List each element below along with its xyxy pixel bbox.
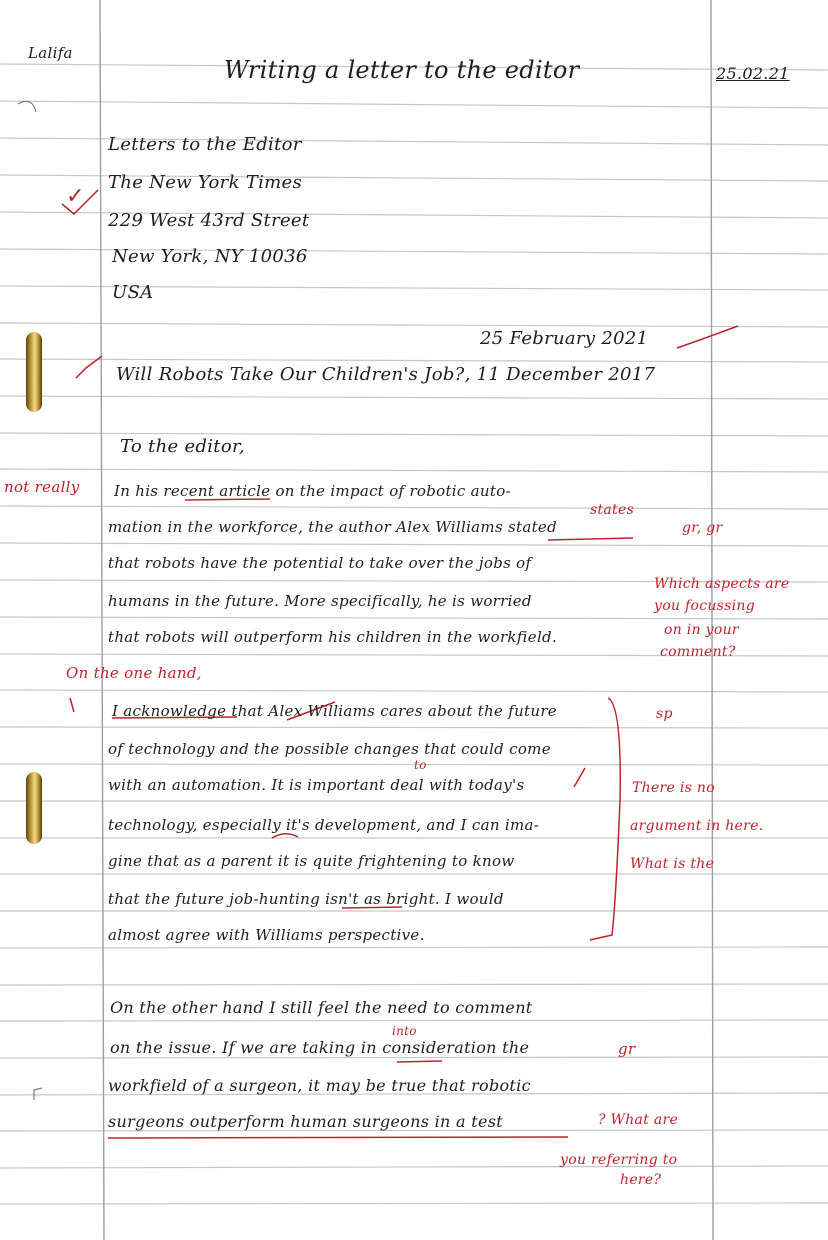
paragraph-1-line-1: In his recent article on the impact of robotic auto-	[114, 482, 511, 500]
correction-aspects-line-2: you focussing	[654, 598, 755, 614]
student-name: Lalifa	[28, 44, 73, 62]
correction-to: to	[414, 758, 427, 772]
address-line-1: Letters to the Editor	[108, 134, 302, 155]
letter-date: 25 February 2021	[480, 328, 649, 349]
correction-referring-line-2: you referring to	[560, 1152, 678, 1168]
correction-no-argument-line-3: What is the	[630, 856, 715, 872]
address-line-4: New York, NY 10036	[112, 246, 308, 267]
paragraph-2-line-3: with an automation. It is important deal with today's	[108, 776, 525, 794]
paragraph-2-line-1: I acknowledge that Alex Williams cares about the future	[112, 702, 557, 720]
correction-no-argument-line-1: There is no	[632, 780, 715, 796]
correction-aspects-line-3: on in your	[664, 622, 739, 638]
correction-sp: sp	[656, 706, 673, 722]
address-line-5: USA	[112, 282, 154, 303]
correction-into: into	[392, 1024, 417, 1038]
correction-gr-gr: gr, gr	[682, 520, 723, 536]
correction-gr: gr	[618, 1040, 636, 1058]
correction-referring-line-1: ? What are	[598, 1112, 679, 1128]
paragraph-1-line-4: humans in the future. More specifically, he is worried	[108, 592, 532, 610]
paragraph-2-line-2: of technology and the possible changes that could come	[108, 740, 551, 758]
correction-aspects-line-4: comment?	[660, 644, 736, 660]
correction-referring-line-3: here?	[620, 1172, 662, 1188]
binder-ring-top	[26, 332, 42, 412]
correction-aspects-line-1: Which aspects are	[654, 576, 790, 592]
paragraph-3-line-1: On the other hand I still feel the need to comment	[110, 998, 533, 1017]
paragraph-2-line-7: almost agree with Williams perspective.	[108, 926, 425, 944]
salutation: To the editor,	[120, 436, 245, 457]
correction-not-really: not really	[4, 478, 80, 496]
correction-no-argument-line-2: argument in here.	[630, 818, 764, 834]
address-line-3: 229 West 43rd Street	[108, 210, 310, 231]
article-reference: Will Robots Take Our Children's Job?, 11 December 2017	[116, 364, 656, 385]
correction-check-mark: ✓	[66, 184, 85, 209]
paragraph-1-line-3: that robots have the potential to take over the jobs of	[108, 554, 532, 572]
paragraph-2-line-5: gine that as a parent it is quite frightening to know	[108, 852, 515, 870]
header-date: 25.02.21	[716, 64, 790, 83]
paragraph-3-line-2: on the issue. If we are taking in consideration the	[110, 1038, 530, 1057]
binder-ring-bottom	[26, 772, 42, 844]
paragraph-1-line-2: mation in the workforce, the author Alex Williams stated	[108, 518, 557, 536]
correction-states: states	[590, 502, 635, 518]
paragraph-3-line-4: surgeons outperform human surgeons in a test	[108, 1112, 503, 1131]
paragraph-2-line-4: technology, especially it's development, and I can ima-	[108, 816, 540, 834]
paragraph-3-line-3: workfield of a surgeon, it may be true that robotic	[108, 1076, 531, 1095]
correction-on-the-one-hand: On the one hand,	[66, 664, 202, 682]
paragraph-1-line-5: that robots will outperform his children in the workfield.	[108, 628, 558, 646]
address-line-2: The New York Times	[108, 172, 303, 193]
page-title: Writing a letter to the editor	[224, 56, 580, 84]
paragraph-2-line-6: that the future job-hunting isn't as bright. I would	[108, 890, 504, 908]
